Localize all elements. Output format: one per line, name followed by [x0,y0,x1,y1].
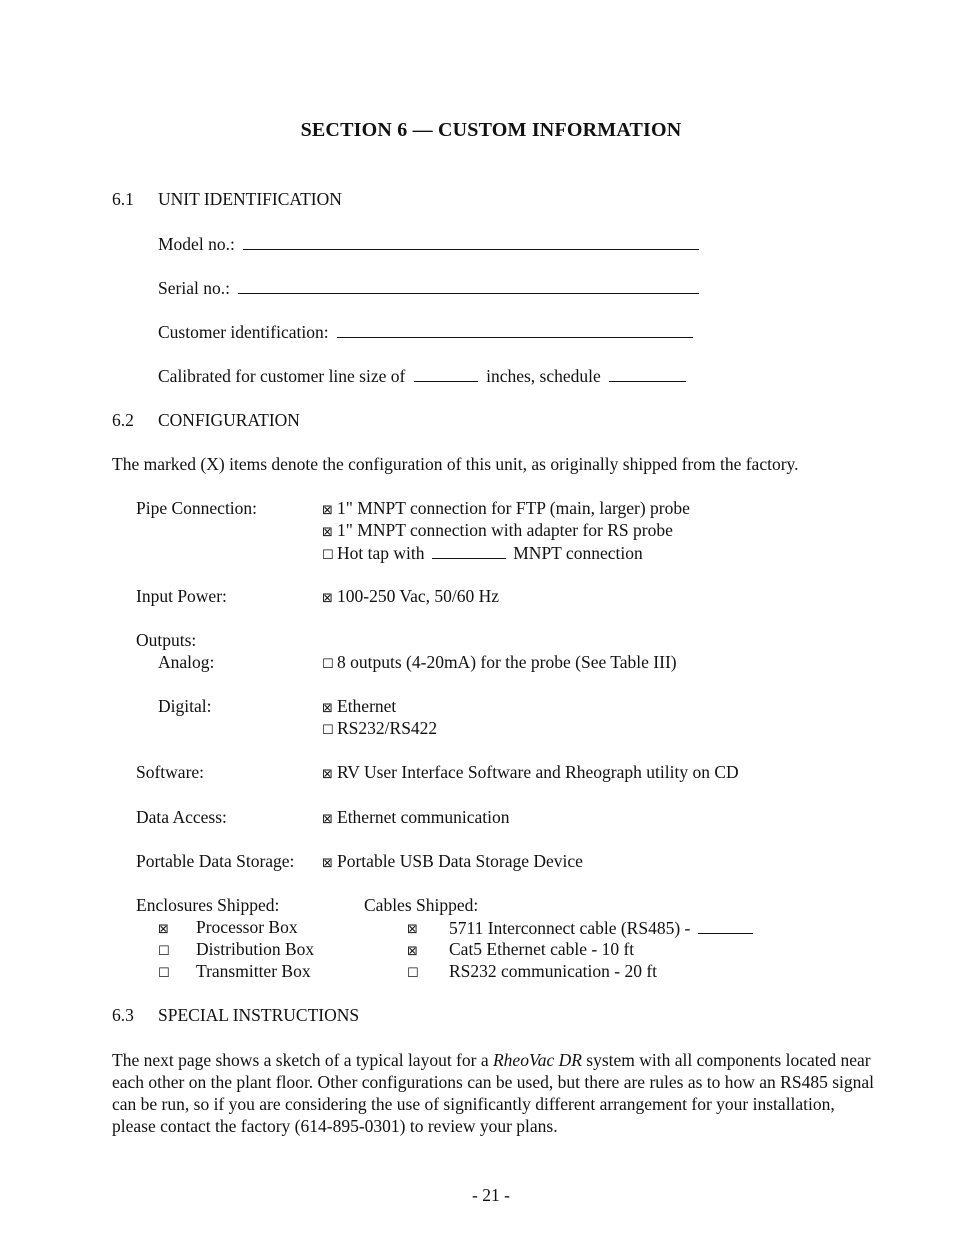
pipe-connection-label: Pipe Connection: [136,498,258,518]
checkbox-unchecked-icon[interactable]: ☐ [407,966,419,981]
checkbox-checked-icon[interactable]: ⊠ [407,944,418,959]
section-6-3-number: 6.3 [112,1005,134,1025]
input-power-label: Input Power: [136,586,227,606]
enclosure-item: Processor Box [196,917,298,937]
serial-no-row [158,276,699,299]
digital-option: ☐ RS232/RS422 [322,717,437,742]
pipe-option: ☐ Hot tap with MNPT connection [322,541,643,567]
outputs-label: Outputs: [136,630,197,650]
checkbox-unchecked-icon[interactable]: ☐ [322,548,334,563]
section-6-1-number: 6.1 [112,189,134,209]
checkbox-unchecked-icon[interactable]: ☐ [322,723,334,738]
page-title: SECTION 6 — CUSTOM INFORMATION [300,119,682,141]
enclosure-item: Transmitter Box [196,961,311,981]
software-label: Software: [136,762,205,782]
checkbox-checked-icon[interactable]: ⊠ [322,503,333,518]
special-instructions-paragraph: The next page shows a sketch of a typical layout for a RheoVac DR system with all components located near each other on the plant floor. Other configurations can be used, but there are rules as to how an RS485 signal can be run, so if you are considering the use of significantly different arrangement for your installation, please contact the factory (614-895-0301) to review your plans. [112,1050,875,1136]
config-intro: The marked (X) items denote the configuration of this unit, as originally shipped from the factory. [112,454,799,474]
product-name: RheoVac DR [492,1050,582,1070]
section-6-2-heading: CONFIGURATION [158,410,300,430]
model-no-row [158,232,699,255]
page-number: - 21 - [472,1185,510,1205]
enclosure-item: Distribution Box [196,939,315,959]
storage-option: ⊠ Portable USB Data Storage Device [322,850,583,875]
section-6-1-heading: UNIT IDENTIFICATION [158,189,342,209]
pipe-option: ⊠ 1" MNPT connection with adapter for RS probe [322,519,673,544]
line-size-field[interactable] [414,364,478,382]
customer-id-row [158,320,693,343]
digital-label: Digital: [158,696,212,716]
section-6-2-number: 6.2 [112,410,134,430]
checkbox-checked-icon[interactable]: ⊠ [158,922,169,937]
data-access-option: ⊠ Ethernet communication [322,806,510,831]
serial-no-label: Serial no.: [158,278,230,298]
schedule-field[interactable] [609,364,686,382]
customer-id-label: Customer identification: [158,322,329,342]
pipe-option: ⊠ 1" MNPT connection for FTP (main, larger) probe [322,497,690,522]
checkbox-checked-icon[interactable]: ⊠ [322,767,333,782]
line-size-row [158,364,686,387]
checkbox-checked-icon[interactable]: ⊠ [322,856,333,871]
analog-label: Analog: [158,652,215,672]
data-access-label: Data Access: [136,807,227,827]
software-option: ⊠ RV User Interface Software and Rheograph utility on CD [322,761,739,786]
model-no-label: Model no.: [158,234,235,254]
schedule-label: inches, schedule [486,366,601,386]
digital-option: ⊠ Ethernet [322,695,396,720]
power-option: ⊠ 100-250 Vac, 50/60 Hz [322,585,499,610]
storage-label: Portable Data Storage: [136,851,295,871]
checkbox-checked-icon[interactable]: ⊠ [407,922,418,937]
hot-tap-size-field[interactable] [432,541,506,559]
checkbox-checked-icon[interactable]: ⊠ [322,525,333,540]
enclosures-label: Enclosures Shipped: [136,895,280,915]
checkbox-checked-icon[interactable]: ⊠ [322,812,333,827]
cable-item: Cat5 Ethernet cable - 10 ft [449,939,635,959]
analog-option: ☐ 8 outputs (4-20mA) for the probe (See Table III) [322,651,677,676]
checkbox-unchecked-icon[interactable]: ☐ [322,657,334,672]
serial-no-field[interactable] [238,276,699,294]
checkbox-unchecked-icon[interactable]: ☐ [158,944,170,959]
checkbox-unchecked-icon[interactable]: ☐ [158,966,170,981]
cables-label: Cables Shipped: [364,895,479,915]
checkbox-checked-icon[interactable]: ⊠ [322,591,333,606]
cable-item: 5711 Interconnect cable (RS485) - [449,916,753,939]
model-no-field[interactable] [243,232,699,250]
section-6-3-heading: SPECIAL INSTRUCTIONS [158,1005,360,1025]
checkbox-checked-icon[interactable]: ⊠ [322,701,333,716]
customer-id-field[interactable] [337,320,693,338]
line-size-label: Calibrated for customer line size of [158,366,406,386]
interconnect-length-field[interactable] [698,916,753,934]
cable-item: RS232 communication - 20 ft [449,961,658,981]
